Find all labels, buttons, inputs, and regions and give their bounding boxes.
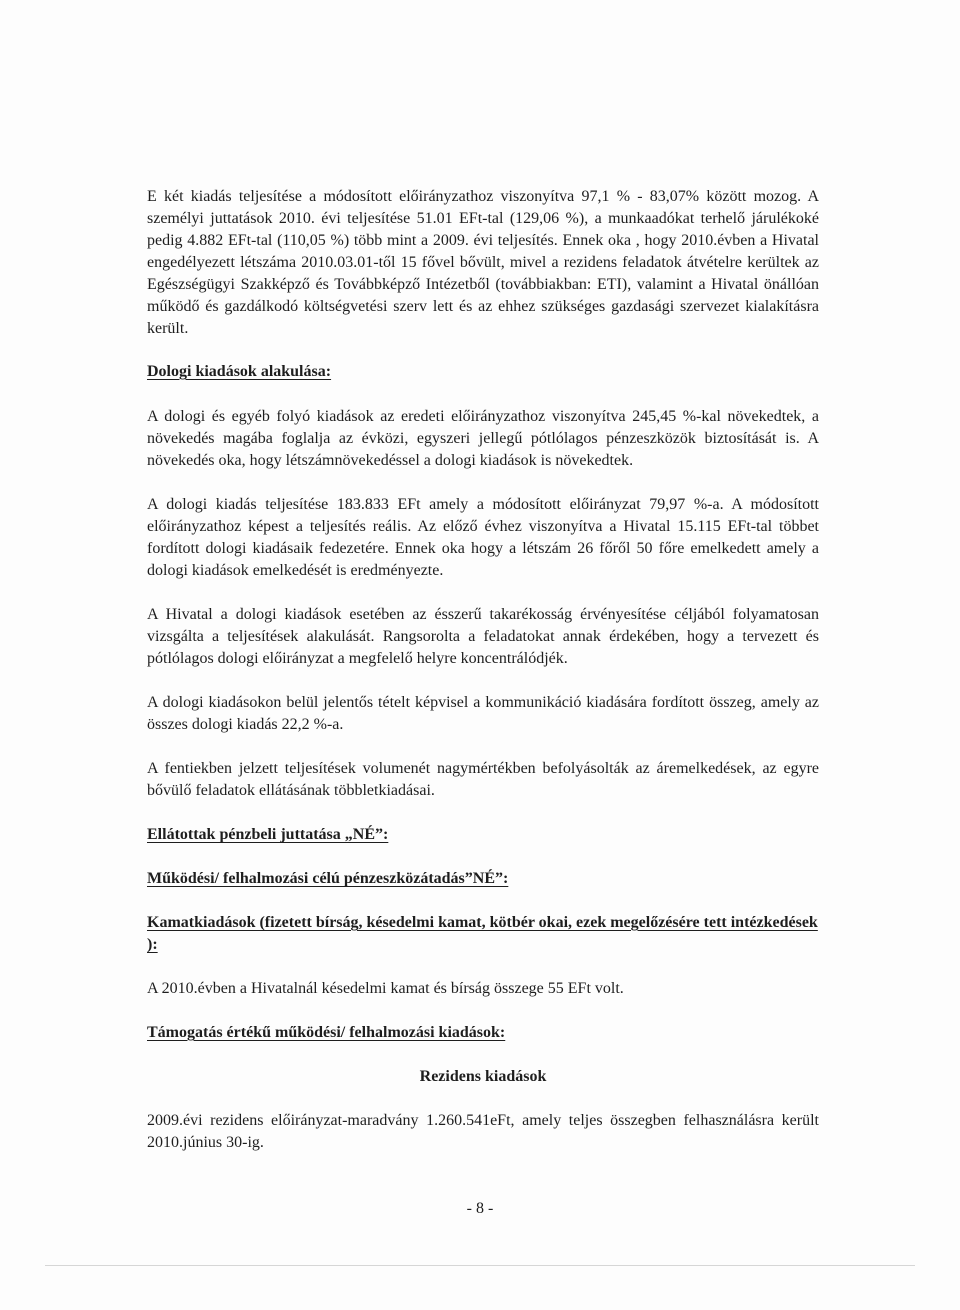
- document-body: [147, 186, 819, 1154]
- paragraph-material-review: A Hivatal a dologi kiadások esetében az ésszerű takarékosság érvényesítése céljából folyamatosan vizsgálta a teljesítések alakulását. Rangsorolta a feladatokat annak érdekében, hogy a tervezett és pótlólagos dologi előirányzat a megfelelő helyre koncentrálódjék.: [147, 606, 819, 667]
- page-number: - 8 -: [466, 1200, 494, 1217]
- heading-material-expenses: Dologi kiadások alakulása:: [147, 363, 332, 380]
- paragraph-material-performance: A dologi kiadás teljesítése 183.833 EFt amely a módosított előirányzat 79,97 %-a. A módosított előirányzathoz képest a teljesítés reális. Az előző évhez viszonyítva a Hivatal 15.115 EFt-tal többet fordított dologi kiadásaik fedezetére. Ennek oka hogy a létszám 26 főről 50 főre emelkedett amely a dologi kiadások emelkedését is eredményezte.: [147, 496, 819, 579]
- paragraph-interest-amount: A 2010.évben a Hivatalnál késedelmi kamat és bírság összege 55 EFt volt.: [147, 980, 624, 997]
- paragraph-price-increase: A fentiekben jelzett teljesítések volumenét nagymértékben befolyásolták az áremelkedések, az egyre bővülő feladatok ellátásának többletkiadásai.: [147, 760, 819, 799]
- heading-support-expenses: Támogatás értékű működési/ felhalmozási kiadások:: [147, 1024, 506, 1041]
- paragraph-resident-remainder: 2009.évi rezidens előirányzat-maradvány 1.260.541eFt, amely teljes összegben felhasználásra került 2010.június 30-ig.: [147, 1112, 819, 1151]
- heading-transfers: Működési/ felhalmozási célú pénzeszközátadás”NÉ”:: [147, 870, 509, 887]
- heading-resident-expenses: Rezidens kiadások: [419, 1068, 547, 1085]
- paragraph-communication-share: A dologi kiadásokon belül jelentős tételt képvisel a kommunikáció kiadására fordított összeg, amely az összes dologi kiadás 22,2 %-a.: [147, 694, 819, 733]
- page-bottom-rule: [45, 1265, 915, 1266]
- paragraph-material-growth: A dologi és egyéb folyó kiadások az eredeti előirányzathoz viszonyítva 245,45 %-kal növekedtek, a növekedés magába foglalja az évközi, egyszeri jellegű pótlólagos pénzeszközök biztosítását is. A növekedés oka, hogy létszámnövekedéssel a dologi kiadások is növekedtek.: [147, 408, 819, 469]
- heading-benefits: Ellátottak pénzbeli juttatása „NÉ”:: [147, 826, 389, 843]
- heading-interest-expenses: Kamatkiadások (fizetett bírság, késedelmi kamat, kötbér okai, ezek megelőzésére tett intézkedések ):: [147, 914, 818, 953]
- paragraph-staff-expenditure: E két kiadás teljesítése a módosított előirányzathoz viszonyítva 97,1 % - 83,07% között mozog. A személyi juttatások 2010. évi teljesítése 51.01 EFt-tal (129,06 %), a munkaadókat terhelő járulékoké pedig 4.882 EFt-tal (110,05 %) több mint a 2009. évi teljesítés. Ennek oka , hogy 2010.évben a Hivatal engedélyezett létszáma 2010.03.01-től 15 fővel bővült, mivel a rezidens feladatok átvételre kerültek az Egészségügyi Szakképző és Továbbképző Intézetből (továbbiakban: ETI), valamint a Hivatal önállóan működő és gazdálkodó költségvetési szerv lett és az ehhez szükséges gazdasági szervezet kialakításra került.: [147, 188, 819, 337]
